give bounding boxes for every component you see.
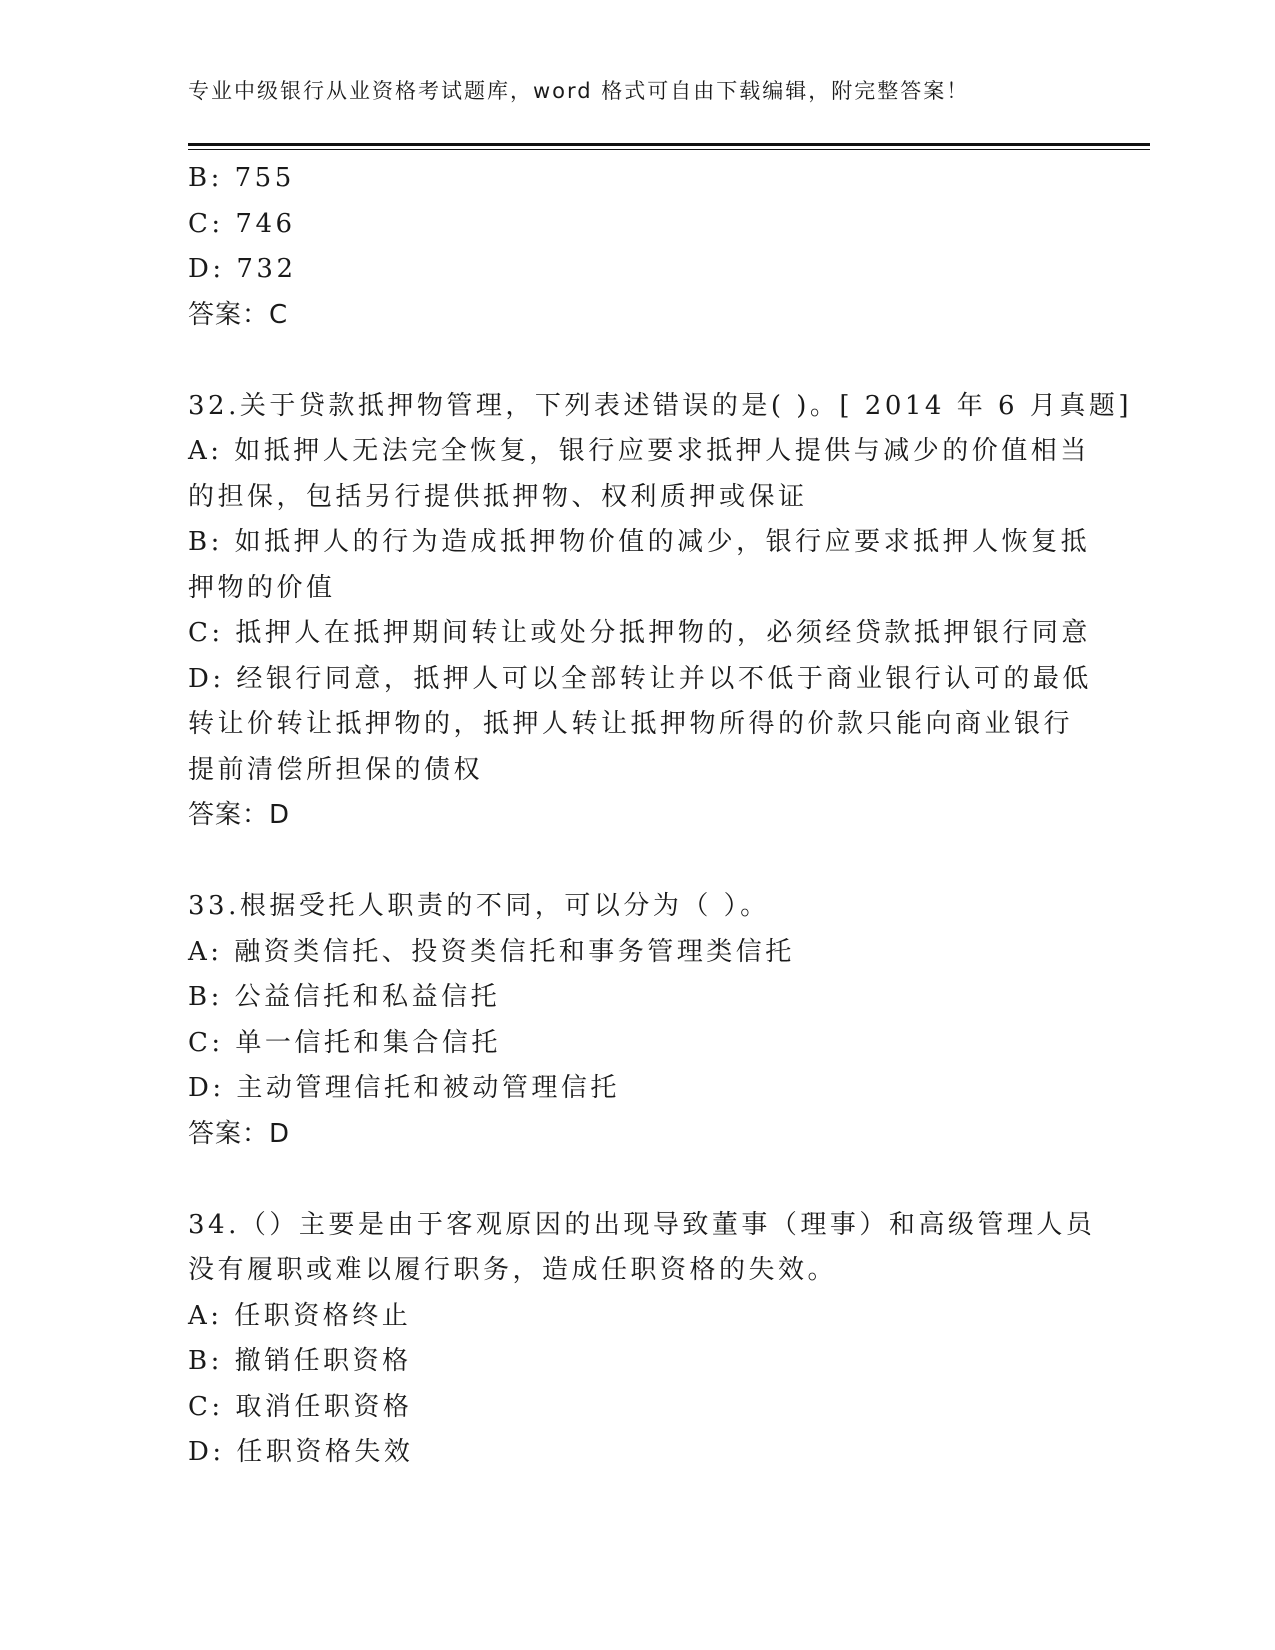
- question-stem: 34.（）主要是由于客观原因的出现导致董事（理事）和高级管理人员: [188, 1209, 1096, 1240]
- question-32-block: [188, 384, 1132, 839]
- option-b: B: 如抵押人的行为造成抵押物价值的减少，银行应要求抵押人恢复抵: [188, 527, 1091, 557]
- option-d: D: 经银行同意，抵押人可以全部转让并以不低于商业银行认可的最低: [188, 663, 1092, 694]
- option-b: B: 公益信托和私益信托: [188, 982, 501, 1012]
- option-b: B: 撤销任职资格: [188, 1346, 412, 1376]
- question-33-block: [188, 884, 1088, 1157]
- option-b-continued: 押物的价值: [188, 572, 336, 603]
- option-c: C: 抵押人在抵押期间转让或处分抵押物的，必须经贷款抵押银行同意: [188, 618, 1091, 648]
- option-c: C: 取消任职资格: [188, 1391, 413, 1422]
- option-d: D: 任职资格失效: [188, 1437, 414, 1467]
- option-d: D: 732: [188, 254, 297, 284]
- option-a: A: 任职资格终止: [188, 1300, 412, 1331]
- answer-line: 答案：C: [188, 299, 289, 330]
- page-header: 专业中级银行从业资格考试题库，word 格式可自由下载编辑，附完整答案！: [188, 79, 970, 103]
- question-content: [188, 156, 1132, 1476]
- question-stem: 32.关于贷款抵押物管理，下列表述错误的是( )。[ 2014 年 6 月真题]: [188, 390, 1132, 421]
- question-stem: 33.根据受托人职责的不同，可以分为（ ）。: [188, 891, 770, 921]
- question-stem-continued: 没有履职或难以履行职务，造成任职资格的失效。: [188, 1255, 838, 1285]
- option-a: A: 融资类信托、投资类信托和事务管理类信托: [188, 936, 795, 967]
- option-c: C: 单一信托和集合信托: [188, 1027, 501, 1058]
- option-a: A: 如抵押人无法完全恢复，银行应要求抵押人提供与减少的价值相当: [188, 436, 1090, 466]
- spacer: [188, 1157, 1088, 1203]
- spacer: [188, 839, 1088, 885]
- option-d-continued: 转让价转让抵押物的，抵押人转让抵押物所得的价款只能向商业银行: [188, 709, 1074, 739]
- answer-line: 答案：D: [188, 800, 291, 830]
- spacer: [188, 338, 1088, 384]
- option-a-continued: 的担保，包括另行提供抵押物、权利质押或保证: [188, 481, 808, 512]
- answer-line: 答案：D: [188, 1118, 291, 1149]
- option-c: C: 746: [188, 208, 296, 239]
- prev-question-block: [188, 156, 1088, 338]
- option-b: B: 755: [188, 163, 295, 193]
- header-rule-thin: [188, 149, 1150, 150]
- question-34-block: [188, 1203, 1096, 1476]
- option-d-continued: 提前清偿所担保的债权: [188, 754, 484, 785]
- option-d: D: 主动管理信托和被动管理信托: [188, 1073, 620, 1103]
- header-rule-thick: [188, 143, 1150, 146]
